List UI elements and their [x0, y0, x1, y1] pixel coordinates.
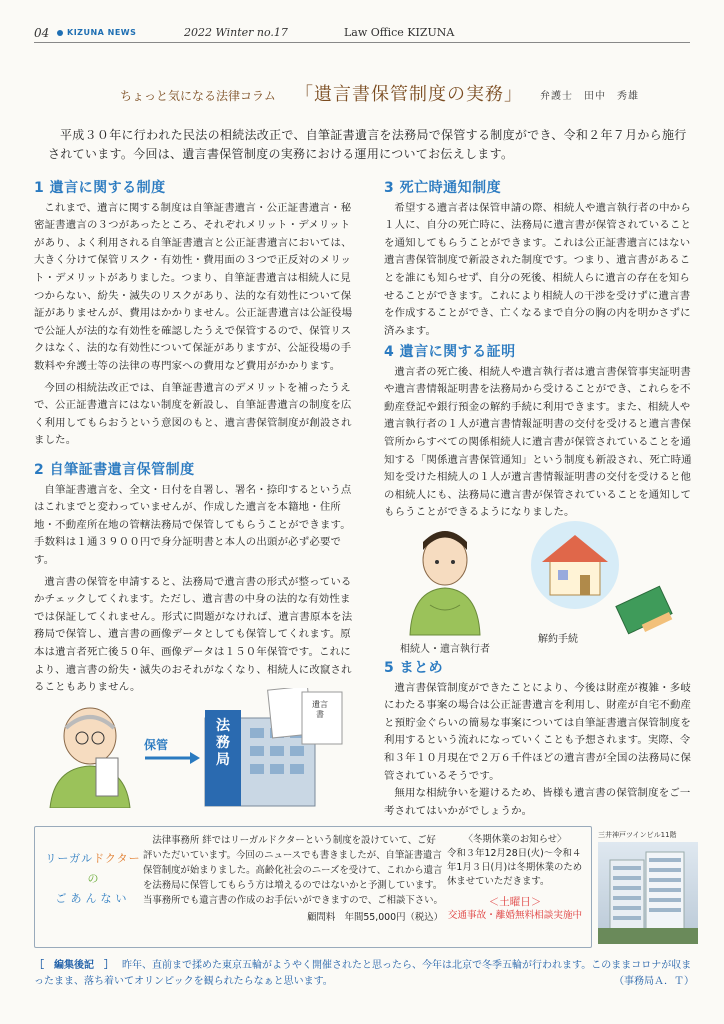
newsletter-name: KIZUNA NEWS [67, 28, 137, 37]
office-name: Law Office KIZUNA [344, 26, 455, 39]
title-prefix: ちょっと気になる法律コラム [120, 89, 276, 103]
section-paragraph: 遺言書の保管を申請すると、法務局で遺言書の形式が整っているかチェックしてくれます。ただし、遺言書の中身の法的な有効性までは保証してくれません。形式に問題がなければ、遺言書原本を法務局で保管し、遺言書の画像データとしても保管してくれます。原本は遺言者死亡後５０年、画像データは１５０年保管です。これにより、遺言書の紛失・滅失のおそれがなくなり、相続人に改竄されることもありません。 [34, 575, 353, 694]
title-main: 「遺言書保管制度の実務」 [295, 84, 523, 105]
section-paragraph: 希望する遺言者は保管申請の際、相続人や遺言執行者の中から１人に、自分の死亡時に、法務局に遺言書が保管されていることを通知してもらうことができます。これは公正証書遺言にはない遺言書保管制度で新設された制度です。つまり、遺言書があることを誰にも知らせず、自分の死後、相続人らに遺言の存在を知らせることができます。これにより相続人の干渉を受けずに遺言書を作成することができ、亡くなるまで自分の胸の内を明かさずに済みます。 [384, 201, 692, 337]
intro-line: 平成３０年に行われた民法の相続法改正で、自筆証書遺言を法務局で保管する制度ができ、令和２年７月から施行 [60, 128, 687, 142]
saturday-heading: ＜土曜日＞ [488, 896, 542, 908]
section-heading: 1 遺言に関する制度 [34, 180, 166, 196]
header-rule [34, 42, 690, 43]
legal-doctor-title [43, 835, 143, 935]
ad-fee: 顧問料 年間55,000円（税込） [307, 912, 443, 923]
section-paragraph: 自筆証書遺言を、全文・日付を自署し、署名・捺印するという点はこれまでと変わっていませんが、作成した遺言を本籍地・住所地・不動産所在地の管轄法務局で保管してもらうことができます。手数料は１通３９００円で身分証明書と本人の出頭が必ず必要です。 [34, 483, 352, 566]
page-number: 04 [34, 26, 50, 40]
saturday-body: 交通事故・離婚無料相談実施中 [447, 910, 583, 921]
column-title [120, 80, 660, 108]
bureau-label: 法務局 [216, 718, 230, 768]
section-heading: 5 まとめ [384, 660, 444, 676]
ad-title-2: ドクター [93, 852, 141, 865]
author: 弁護士 田中 秀雄 [540, 91, 639, 102]
section-heading: 2 自筆証書遺言保管制度 [34, 462, 195, 478]
procedure-label: 解約手続 [538, 634, 578, 645]
holiday-notice [447, 833, 583, 923]
ad-title-3: の [87, 872, 99, 885]
editor-note [34, 958, 694, 990]
ad-title-4: ごあんない [55, 892, 131, 905]
section-paragraph: 遺言者の死亡後、相続人や遺言執行者は遺言書保管事実証明書や遺言書情報証明書を法務局から受けることができ、これらを不動産登記や銀行預金の解約手続に利用できます。また、相続人や遺言執行者の１人が遺言書情報証明書の交付を受けると遺言書保管所からすべての関係相続人に遺言書が保管されていることを通知する「関係遺言書保管通知」という制度も新設され、死亡時通知を受けた相続人の１人が遺言書情報証明書の交付を受けると他の相続人にも、法務局に遺言書が保管されていることを通知してもらうことができるようになりました。 [384, 365, 692, 519]
heir-label: 相続人・遺言執行者 [400, 644, 490, 655]
editor-sign: （事務局Ａ．Ｔ） [614, 976, 694, 987]
section-1 [34, 180, 356, 450]
section-3 [384, 180, 696, 340]
storage-label: 保管 [144, 738, 169, 752]
section-2 [34, 462, 356, 697]
ad-title-line [43, 849, 143, 869]
section-paragraph: 今回の相続法改正では、自筆証書遺言のデメリットを補ったうえで、公正証書遺言にはない制度を新設し、自筆証書遺言の制度を広く利用してもらおうという意図のもと、遺言書保管制度が創設されました。 [34, 381, 352, 447]
ad-body [143, 833, 443, 925]
editor-tag: ［ 編集後記 ］ [34, 960, 114, 971]
section-5 [384, 660, 696, 820]
section-paragraph: 無用な相続争いを避けるため、皆様も遺言書の保管制度をご一考されてはいかがでしょうか。 [384, 787, 691, 817]
office-photo [598, 830, 700, 946]
section-paragraph: 遺言書保管制度ができたことにより、今後は財産が複雑・多岐にわたる事案の場合は公正証書遺言を利用し、財産が自宅不動産と預貯金ぐらいの簡易な事案については自筆証書遺言保管制度を利用するという流れになっていくことも予想されます。実際、令和３年１０月現在で２万６千件ほどの遺言書が全国の法務局に保管されているそうです。 [384, 681, 692, 782]
bullet-dot-icon [57, 30, 63, 36]
ad-title-1: リーガル [45, 852, 94, 865]
section-paragraph: これまで、遺言に関する制度は自筆証書遺言・公正証書遺言・秘密証書遺言の３つがあったところ、それぞれメリット・デメリットがあり、よく利用される自筆証書遺言と公正証書遺言においては、大きく分けて保管リスク・有効性・費用面の３つで正反対のメリット・デメリットがありました。つまり、自筆証書遺言は相続人に見つからない、紛失・滅失のリスクがあり、法的な有効性について保証がありませんが、費用はかかりません。公正証書遺言は公証役場で公証人が法的な有効性を確認したうえで保管するので、保管リスクはなく、法的な有効性について保証がありますが、公証役場の手数料や弁護士等の法律の専門家への費用など費用がかかります。 [34, 201, 353, 372]
will-label: 遺言書 [312, 700, 328, 719]
intro-line: されています。今回は、遺言書保管制度の実務における運用についてお伝えします。 [48, 147, 514, 161]
holiday-title: 〈冬期休業のお知らせ〉 [463, 834, 567, 845]
section-heading: 4 遺言に関する証明 [384, 344, 516, 360]
heir-illustration [390, 520, 690, 660]
photo-caption: 三井神戸ツインビル11階 [598, 831, 677, 839]
editor-text: 昨年、直前まで揉めた東京五輪がようやく開催されたと思ったら、今年は北京で冬季五輪が行われます。このままコロナが収まったまま、落ち着いてオリンピックを観られたらなぁと思います。 [34, 960, 692, 987]
issue-label: 2022 Winter no.17 [184, 26, 288, 39]
ad-body-text: 法律事務所 絆ではリーガルドクターという制度を設けていて、ご好評いただいています。今回のニュースでも書きましたが、自筆証書遺言保管制度が始まりました。高齢化社会のニーズを受けて、これから遺言を法務局に保管してもらう方は増えるのではないかと予測しています。当事務所でも遺言書の作成のお手伝いができますので、ご相談下さい。 [143, 835, 443, 906]
section-4 [384, 344, 696, 522]
storage-illustration [40, 688, 360, 808]
page-header [34, 20, 690, 42]
intro-paragraph [48, 126, 688, 164]
section-heading: 3 死亡時通知制度 [384, 180, 502, 196]
footer-info-box [34, 826, 592, 948]
holiday-body: 令和３年12月28日(火)～令和４年1月３日(月)は冬期休業のため休ませていただきます。 [447, 848, 583, 887]
building-photo-icon [598, 842, 698, 944]
